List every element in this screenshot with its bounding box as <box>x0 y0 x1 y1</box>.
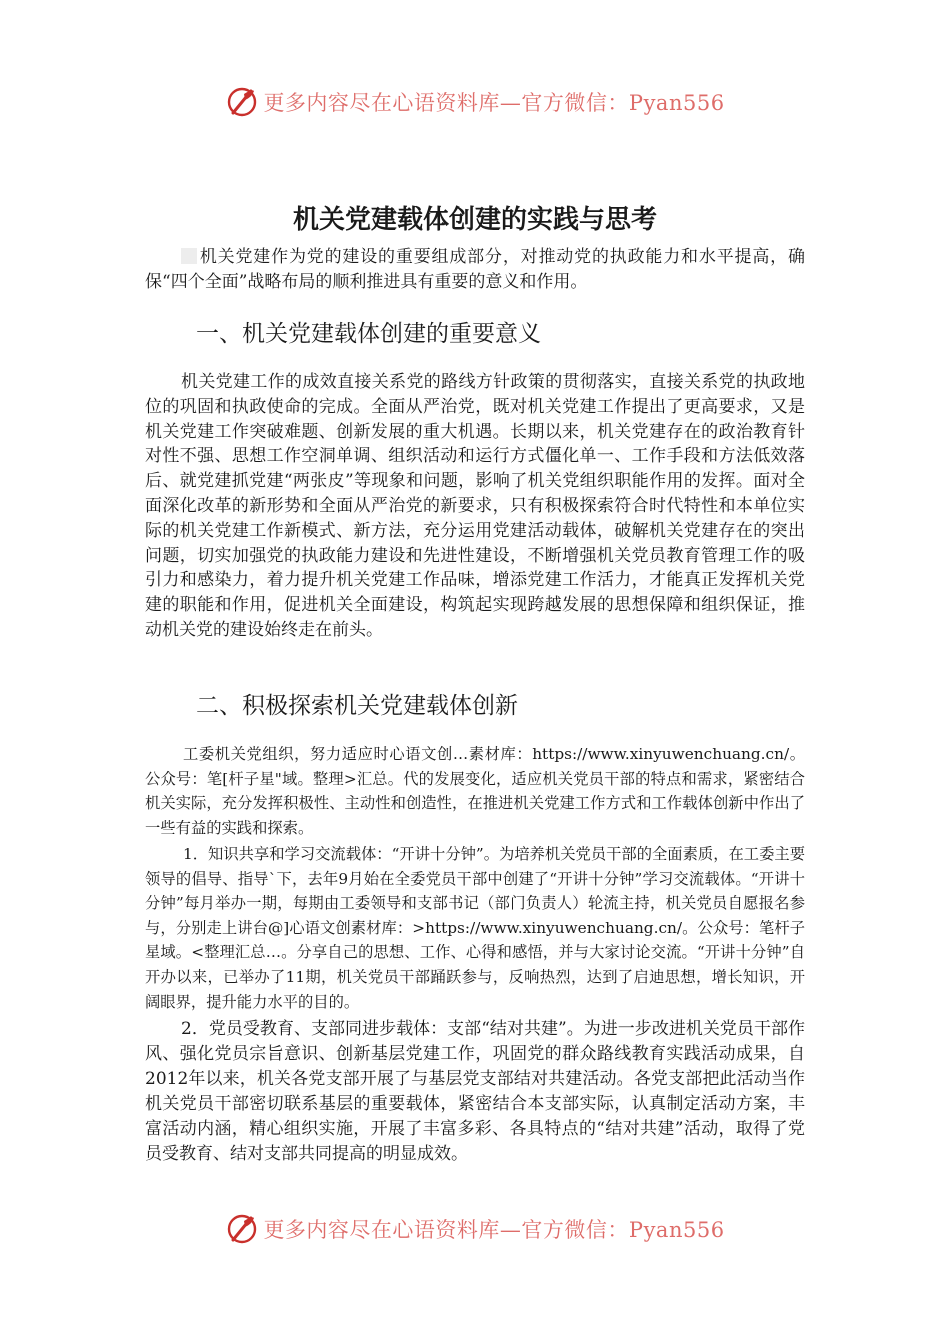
quill-logo-icon <box>225 1212 259 1246</box>
watermark-text: 更多内容尽在心语资料库—官方微信：Pyan556 <box>263 1218 725 1242</box>
watermark-text: 更多内容尽在心语资料库—官方微信：Pyan556 <box>263 91 725 115</box>
watermark-banner-bottom <box>0 1207 950 1251</box>
highlight-mark <box>181 248 197 264</box>
section-heading-2: 二、积极探索机关党建载体创新 <box>196 693 518 719</box>
section2-paragraph-3: 2．党员受教育、支部同进步载体：支部“结对共建”。为进一步改进机关党员干部作风、强化党员宗旨意识、创新基层党建工作，巩固党的群众路线教育实践活动成果，自2012年以来，机关各党支部开展了与基层党支部结对共建活动。各党支部把此活动当作机关党员干部密切联系基层的重要载体，紧密结合本支部实际，认真制定活动方案，丰富活动内涵，精心组织实施，开展了丰富多彩、各具特点的“结对共建”活动，取得了党员受教育、结对支部共同提高的明显成效。 <box>145 1019 805 1164</box>
section1-paragraph: 机关党建工作的成效直接关系党的路线方针政策的贯彻落实，直接关系党的执政地位的巩固和执政使命的完成。全面从严治党，既对机关党建工作提出了更高要求，又是机关党建工作突破难题、创新发展的重大机遇。长期以来，机关党建存在的政治教育针对性不强、思想工作空洞单调、组织活动和运行方式僵化单一、工作手段和方法低效落后、就党建抓党建“两张皮”等现象和问题，影响了机关党组织职能作用的发挥。面对全面深化改革的新形势和全面从严治党的新要求，只有积极探索符合时代特性和本单位实际的机关党建工作新模式、新方法，充分运用党建活动载体，破解机关党建存在的突出问题，切实加强党的执政能力建设和先进性建设，不断增强机关党员教育管理工作的吸引力和感染力，着力提升机关党建工作品味，增添党建工作活力，才能真正发挥机关党建的职能和作用，促进机关全面建设，构筑起实现跨越发展的思想保障和组织保证，推动机关党的建设始终走在前头。 <box>145 372 805 640</box>
section2-paragraph-2: 1．知识共享和学习交流载体：“开讲十分钟”。为培养机关党员干部的全面素质，在工委主要领导的倡导、指导`下，去年9月始在全委党员干部中创建了“开讲十分钟”学习交流载体。“开讲十分钟”每月举办一期，每期由工委领导和支部书记（部门负责人）轮流主持，机关党员自愿报名参与，分别走上讲台@]心语文创素材库：>https://www.xinyuwenchuang.cn/。公众号：笔杆子星域。<整理汇总…。分享自己的思想、工作、心得和感悟，并与大家讨论交流。“开讲十分钟”自开办以来，已举办了11期，机关党员干部踊跃参与，反响热烈，达到了启迪思想，增长知识，开阔眼界，提升能力水平的目的。 <box>145 845 805 1011</box>
quill-logo-icon <box>225 85 259 119</box>
document-title: 机关党建载体创建的实践与思考 <box>292 205 657 235</box>
intro-paragraph <box>145 245 805 295</box>
watermark-banner-top <box>0 80 950 124</box>
section-heading-1: 一、机关党建载体创建的重要意义 <box>196 321 541 347</box>
section2-paragraph-1: 工委机关党组织，努力适应时心语文创…素材库：https://www.xinyuwenchuang.cn/。公众号：笔[杆子星"域。整理>汇总。代的发展变化，适应机关党员干部的特点和需求，紧密结合机关实际，充分发挥积极性、主动性和创造性，在推进机关党建工作方式和工作载体创新中作出了一些有益的实践和探索。 <box>145 745 805 837</box>
intro-text: 机关党建作为党的建设的重要组成部分，对推动党的执政能力和水平提高，确保“四个全面”战略布局的顺利推进具有重要的意义和作用。 <box>145 247 805 292</box>
